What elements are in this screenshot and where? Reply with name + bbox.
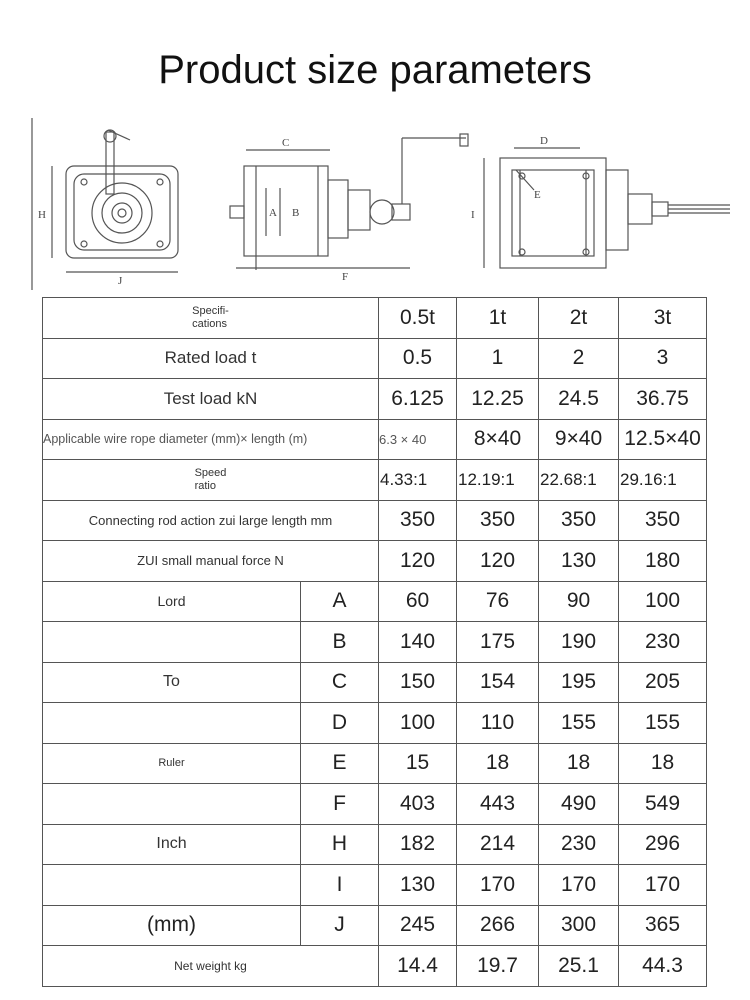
drawing-label-j: J: [118, 275, 123, 287]
table-cell: 155: [619, 703, 707, 744]
table-cell: 130: [379, 865, 457, 906]
dimension-letter: C: [301, 662, 379, 703]
row-label: Speed ratio: [43, 460, 379, 501]
table-cell: 18: [619, 743, 707, 784]
table-row-dim-j: [43, 905, 707, 946]
table-row-net-weight: [43, 946, 707, 987]
table-row-dim-b: [43, 622, 707, 663]
row-label: Net weight kg: [43, 946, 379, 987]
table-cell: 296: [619, 824, 707, 865]
table-row-manual-force: [43, 541, 707, 582]
column-header-0-5t: 0.5t: [379, 298, 457, 339]
table-cell: 3: [619, 338, 707, 379]
page-title: Product size parameters: [158, 48, 592, 92]
dimension-letter: D: [301, 703, 379, 744]
dimension-letter: B: [301, 622, 379, 663]
table-cell: 24.5: [539, 379, 619, 420]
table-cell: 130: [539, 541, 619, 582]
dimension-group-label-ruler: Ruler: [43, 743, 301, 784]
table-cell: 19.7: [457, 946, 539, 987]
table-cell: 12.25: [457, 379, 539, 420]
table-cell: 365: [619, 905, 707, 946]
dimension-group-label-to: To: [43, 662, 301, 703]
table-cell: 170: [457, 865, 539, 906]
table-row-test-load: [43, 379, 707, 420]
table-cell: 8×40: [457, 419, 539, 460]
table-cell: 245: [379, 905, 457, 946]
table-cell: 15: [379, 743, 457, 784]
table-cell: 350: [379, 500, 457, 541]
table-cell: 120: [457, 541, 539, 582]
dimension-letter: I: [301, 865, 379, 906]
empty-label-cell: [43, 784, 301, 825]
table-row-wire-rope: [43, 419, 707, 460]
table-cell: 300: [539, 905, 619, 946]
table-row-dim-d: [43, 703, 707, 744]
table-cell: 195: [539, 662, 619, 703]
table-cell: 6.3 × 40: [379, 419, 457, 460]
table-cell: 350: [457, 500, 539, 541]
table-cell: 22.68:1: [539, 460, 619, 501]
table-cell: 170: [619, 865, 707, 906]
dimension-letter: E: [301, 743, 379, 784]
empty-label-cell: [43, 703, 301, 744]
table-cell: 170: [539, 865, 619, 906]
dimension-letter: F: [301, 784, 379, 825]
table-cell: 4.33:1: [379, 460, 457, 501]
drawing-label-c: C: [282, 137, 290, 149]
table-cell: 12.19:1: [457, 460, 539, 501]
drawing-label-e: E: [534, 189, 541, 201]
table-cell: 190: [539, 622, 619, 663]
row-label: Test load kN: [43, 379, 379, 420]
row-label: Connecting rod action zui large length mm: [43, 500, 379, 541]
table-cell: 44.3: [619, 946, 707, 987]
table-cell: 25.1: [539, 946, 619, 987]
table-cell: 36.75: [619, 379, 707, 420]
table-cell: 154: [457, 662, 539, 703]
drawing-label-i: I: [471, 209, 475, 221]
table-cell: 100: [619, 581, 707, 622]
empty-label-cell: [43, 865, 301, 906]
table-row-dim-e: [43, 743, 707, 784]
table-cell: 180: [619, 541, 707, 582]
drawing-label-d: D: [540, 135, 548, 147]
table-cell: 403: [379, 784, 457, 825]
rear-view-drawing: [484, 148, 730, 268]
table-cell: 2: [539, 338, 619, 379]
column-header-1t: 1t: [457, 298, 539, 339]
table-cell: 230: [539, 824, 619, 865]
dimension-group-label-lord: Lord: [43, 581, 301, 622]
table-cell: 90: [539, 581, 619, 622]
table-cell: 18: [457, 743, 539, 784]
table-cell: 205: [619, 662, 707, 703]
drawing-label-f: F: [342, 271, 349, 283]
dimension-letter: H: [301, 824, 379, 865]
table-cell: 6.125: [379, 379, 457, 420]
table-cell: 140: [379, 622, 457, 663]
table-cell: 266: [457, 905, 539, 946]
table-cell: 12.5×40: [619, 419, 707, 460]
column-header-2t: 2t: [539, 298, 619, 339]
table-cell: 100: [379, 703, 457, 744]
table-cell: 214: [457, 824, 539, 865]
table-cell: 175: [457, 622, 539, 663]
table-cell: 60: [379, 581, 457, 622]
drawing-label-a: A: [269, 207, 277, 219]
table-cell: 549: [619, 784, 707, 825]
column-header-3t: 3t: [619, 298, 707, 339]
table-cell: 1: [457, 338, 539, 379]
table-row-rated-load: [43, 338, 707, 379]
table-row-dim-h: [43, 824, 707, 865]
table-cell: 182: [379, 824, 457, 865]
specifications-label: Specifi- cations: [43, 298, 379, 339]
table-cell: 230: [619, 622, 707, 663]
dimension-group-label-inch: Inch: [43, 824, 301, 865]
table-cell: 9×40: [539, 419, 619, 460]
drawing-label-b: B: [292, 207, 300, 219]
table-cell: 76: [457, 581, 539, 622]
table-cell: 29.16:1: [619, 460, 707, 501]
drawing-label-h: H: [38, 209, 46, 221]
table-row-dim-c: [43, 662, 707, 703]
dimension-group-label-mm: (mm): [43, 905, 301, 946]
row-label: Applicable wire rope diameter (mm)× length (m): [43, 419, 379, 460]
table-cell: 155: [539, 703, 619, 744]
row-label: Rated load t: [43, 338, 379, 379]
table-cell: 18: [539, 743, 619, 784]
table-cell: 0.5: [379, 338, 457, 379]
table-row-dim-i: [43, 865, 707, 906]
table-row-rod-length: [43, 500, 707, 541]
side-view-drawing: [230, 134, 468, 270]
dimension-letter: A: [301, 581, 379, 622]
front-view-drawing: [52, 130, 178, 272]
table-header-row: [43, 298, 707, 339]
table-cell: 14.4: [379, 946, 457, 987]
table-cell: 120: [379, 541, 457, 582]
table-row-dim-a: [43, 581, 707, 622]
table-cell: 350: [619, 500, 707, 541]
table-cell: 490: [539, 784, 619, 825]
row-label: ZUI small manual force N: [43, 541, 379, 582]
product-parameters-table: [42, 297, 707, 987]
table-cell: 350: [539, 500, 619, 541]
table-row-dim-f: [43, 784, 707, 825]
table-cell: 150: [379, 662, 457, 703]
winch-dimension-drawings: [30, 118, 736, 290]
table-cell: 443: [457, 784, 539, 825]
empty-label-cell: [43, 622, 301, 663]
table-row-speed-ratio: [43, 460, 707, 501]
dimension-letter: J: [301, 905, 379, 946]
table-cell: 110: [457, 703, 539, 744]
